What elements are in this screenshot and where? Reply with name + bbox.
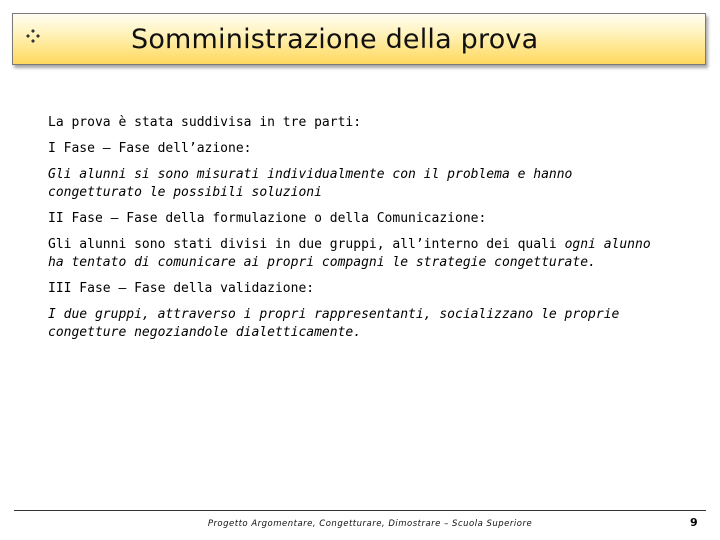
phase2-paragraph [48,236,668,272]
title-bar [12,13,706,65]
slide-body [48,114,668,350]
diamond-dots-bullet-icon [25,28,41,44]
page-title: Somministrazione della prova [131,24,539,55]
page-number: 9 [690,516,698,529]
phase2-text: Gli alunni sono stati divisi in due gruppi, all’interno dei quali [48,237,565,252]
footer-text: Progetto Argomentare, Congetturare, Dimostrare – Scuola Superiore [207,519,533,529]
phase3-heading: III Fase – Fase della validazione: [48,281,315,296]
phase1-heading: I Fase – Fase dell’azione: [48,141,252,156]
footer-divider [14,510,706,511]
phase2-heading: II Fase – Fase della formulazione o della Comunicazione: [48,211,487,226]
intro-text: La prova è stata suddivisa in tre parti: [48,115,362,130]
phase3-text: I due gruppi, attraverso i propri rappresentanti, socializzano le proprie congetture negoziandole dialetticamente. [48,307,620,340]
phase2-text-emphasis: ogni alunno ha tentato di comunicare ai propri compagni le strategie congetturate. [48,237,651,270]
phase1-text: Gli alunni si sono misurati individualmente con il problema e hanno congetturato le possibili soluzioni [48,167,573,200]
